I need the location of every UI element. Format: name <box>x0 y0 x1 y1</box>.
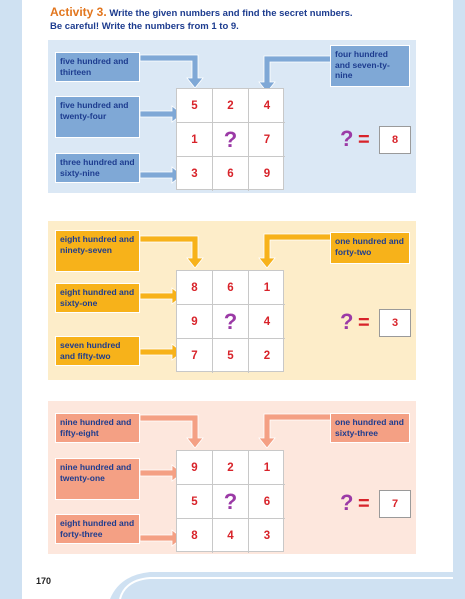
number-label: five hundred and twenty-four <box>55 96 140 138</box>
grid-cell: 8 <box>177 519 213 553</box>
grid-cell: 1 <box>249 271 285 305</box>
number-label: eight hundred and forty-three <box>55 514 140 544</box>
grid-cell: 6 <box>213 157 249 191</box>
grid-cell: 8 <box>177 271 213 305</box>
number-label: nine hundred and fifty-eight <box>55 413 140 443</box>
grid-cell: 3 <box>177 157 213 191</box>
activity-number: Activity 3. <box>50 5 107 19</box>
equals-sign: = <box>358 493 370 515</box>
grid-cell: 5 <box>177 485 213 519</box>
grid-cell: 7 <box>177 339 213 373</box>
number-grid-3 <box>176 450 284 552</box>
grid-cell: 7 <box>249 123 285 157</box>
number-label: seven hundred and fifty-two <box>55 336 140 366</box>
secret-number-cell: ? <box>213 123 249 157</box>
secret-number-cell: ? <box>213 485 249 519</box>
grid-cell: 9 <box>177 451 213 485</box>
equals-sign: = <box>358 312 370 334</box>
grid-cell: 5 <box>177 89 213 123</box>
answer-box[interactable]: 8 <box>379 126 411 154</box>
page-curl-decoration <box>22 572 453 599</box>
activity-instruction: Write the given numbers and find the secret numbers. <box>109 8 353 19</box>
grid-cell: 4 <box>249 89 285 123</box>
grid-cell: 2 <box>213 89 249 123</box>
page-number: 170 <box>36 576 52 586</box>
number-label: one hundred and forty-two <box>330 232 410 264</box>
grid-cell: 4 <box>213 519 249 553</box>
grid-cell: 5 <box>213 339 249 373</box>
grid-cell: 2 <box>213 451 249 485</box>
number-label: three hundred and sixty-nine <box>55 153 140 183</box>
grid-cell: 9 <box>263 168 271 180</box>
grid-cell: 4 <box>249 305 285 339</box>
question-mark: ? <box>340 309 354 334</box>
answer-box[interactable]: 3 <box>379 309 411 337</box>
secret-number-cell: ? <box>213 305 249 339</box>
number-label: four hundred and seven-ty-nine <box>330 45 410 87</box>
grid-cell: 6 <box>213 271 249 305</box>
grid-cell: 6 <box>249 485 285 519</box>
equals-sign: = <box>358 129 370 151</box>
question-mark: ? <box>340 126 354 151</box>
number-grid-1 <box>176 88 284 190</box>
grid-cell: 2 <box>263 350 271 362</box>
number-grid-2 <box>176 270 284 372</box>
grid-cell: 9 <box>177 305 213 339</box>
number-label: eight hundred and ninety-seven <box>55 230 140 272</box>
number-label: one hundred and sixty-three <box>330 413 410 443</box>
answer-box[interactable]: 7 <box>379 490 411 518</box>
number-label: five hundred and thirteen <box>55 52 140 82</box>
grid-cell: 1 <box>249 451 285 485</box>
question-mark: ? <box>340 490 354 515</box>
activity-instruction-2: Be careful! Write the numbers from 1 to 9. <box>50 21 239 32</box>
number-label: nine hundred and twenty-one <box>55 458 140 500</box>
grid-cell: 1 <box>177 123 213 157</box>
number-label: eight hundred and sixty-one <box>55 283 140 313</box>
grid-cell: 3 <box>263 530 271 542</box>
